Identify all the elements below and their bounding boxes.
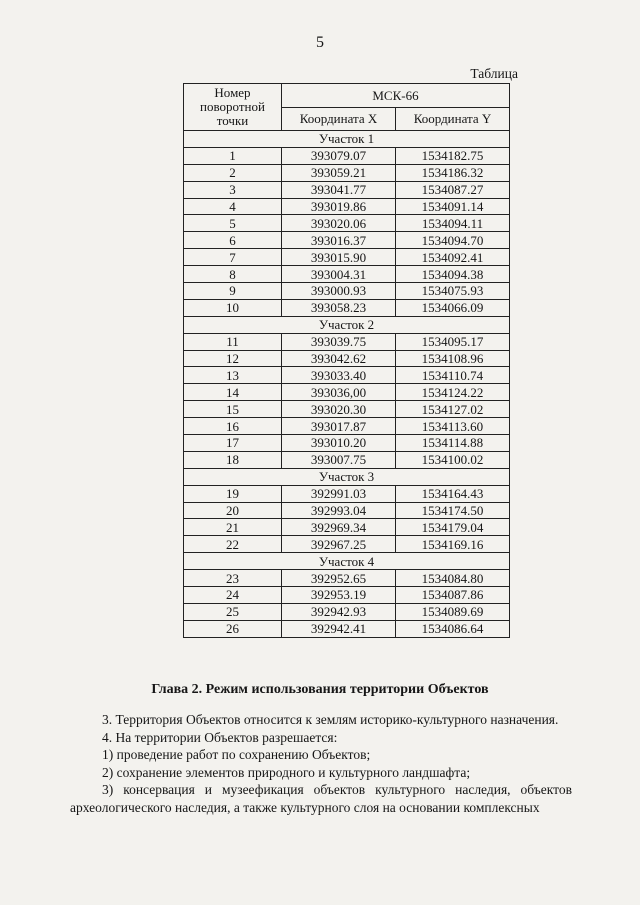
point-number-cell: 8: [184, 266, 282, 283]
table-row: [184, 536, 510, 553]
coordinate-y-cell: 1534094.70: [396, 232, 510, 249]
coordinate-x-cell: 393007.75: [282, 451, 396, 468]
point-number-cell: 3: [184, 181, 282, 198]
coordinate-x-cell: 392953.19: [282, 587, 396, 604]
point-number-cell: 13: [184, 367, 282, 384]
coordinate-y-cell: 1534084.80: [396, 570, 510, 587]
coordinate-y-cell: 1534086.64: [396, 620, 510, 637]
point-number-cell: 5: [184, 215, 282, 232]
coordinate-x-cell: 393015.90: [282, 249, 396, 266]
coordinate-y-cell: 1534094.11: [396, 215, 510, 232]
coordinate-x-cell: 392993.04: [282, 502, 396, 519]
table-row: [184, 181, 510, 198]
coordinate-y-cell: 1534100.02: [396, 451, 510, 468]
group-row: [184, 131, 510, 148]
table-row: [184, 435, 510, 452]
table-row: [184, 198, 510, 215]
group-row: [184, 468, 510, 485]
table-row: [184, 232, 510, 249]
coordinate-x-cell: 393004.31: [282, 266, 396, 283]
coordinate-y-cell: 1534169.16: [396, 536, 510, 553]
group-title: Участок 4: [184, 553, 510, 570]
paragraph: 3) консервация и музеефикация объектов культурного наследия, объектов археологического наследия, а также культурного слоя на основании комплексных: [70, 782, 572, 815]
table-row: [184, 451, 510, 468]
table-row: [184, 401, 510, 418]
coordinate-x-cell: 392952.65: [282, 570, 396, 587]
table-row: [184, 147, 510, 164]
table-row: [184, 485, 510, 502]
point-number-cell: 12: [184, 350, 282, 367]
point-number-cell: 23: [184, 570, 282, 587]
coordinate-y-cell: 1534087.27: [396, 181, 510, 198]
table-row: [184, 333, 510, 350]
point-number-cell: 9: [184, 283, 282, 300]
table-row: [184, 367, 510, 384]
point-number-cell: 7: [184, 249, 282, 266]
coordinate-y-cell: 1534113.60: [396, 418, 510, 435]
paragraph: 2) сохранение элементов природного и культурного ландшафта;: [102, 764, 471, 780]
point-number-cell: 20: [184, 502, 282, 519]
coordinate-x-cell: 393039.75: [282, 333, 396, 350]
coordinate-y-cell: 1534091.14: [396, 198, 510, 215]
group-row: [184, 553, 510, 570]
coordinate-x-cell: 393042.62: [282, 350, 396, 367]
coordinate-y-cell: 1534124.22: [396, 384, 510, 401]
coordinate-y-cell: 1534182.75: [396, 147, 510, 164]
coordinate-x-cell: 393020.30: [282, 401, 396, 418]
group-title: Участок 1: [184, 131, 510, 148]
point-number-cell: 16: [184, 418, 282, 435]
table-row: [184, 570, 510, 587]
coordinate-x-cell: 392942.41: [282, 620, 396, 637]
coordinate-y-cell: 1534092.41: [396, 249, 510, 266]
coordinate-y-cell: 1534095.17: [396, 333, 510, 350]
coordinate-x-cell: 393017.87: [282, 418, 396, 435]
point-number-cell: 2: [184, 164, 282, 181]
coordinate-x-cell: 393041.77: [282, 181, 396, 198]
coordinate-y-cell: 1534108.96: [396, 350, 510, 367]
coordinate-x-cell: 393059.21: [282, 164, 396, 181]
chapter-title: Глава 2. Режим использования территории Объектов: [151, 682, 489, 697]
coordinate-x-cell: 393016.37: [282, 232, 396, 249]
coordinate-x-cell: 392991.03: [282, 485, 396, 502]
coordinate-x-cell: 393019.86: [282, 198, 396, 215]
point-number-cell: 19: [184, 485, 282, 502]
point-number-cell: 6: [184, 232, 282, 249]
point-number-cell: 10: [184, 299, 282, 316]
paragraph: 4. На территории Объектов разрешается:: [102, 729, 338, 745]
point-number-cell: 1: [184, 147, 282, 164]
coordinate-x-cell: 393058.23: [282, 299, 396, 316]
coordinate-y-cell: 1534186.32: [396, 164, 510, 181]
point-number-cell: 24: [184, 587, 282, 604]
point-number-cell: 21: [184, 519, 282, 536]
point-number-cell: 25: [184, 603, 282, 620]
table-caption: Таблица: [470, 66, 518, 81]
header-coordinate-system: МСК-66: [282, 84, 510, 108]
coordinate-x-cell: 393000.93: [282, 283, 396, 300]
coordinate-x-cell: 393033.40: [282, 367, 396, 384]
point-number-cell: 26: [184, 620, 282, 637]
table-row: [184, 299, 510, 316]
point-number-cell: 18: [184, 451, 282, 468]
table-row: [184, 384, 510, 401]
coordinate-x-cell: 393079.07: [282, 147, 396, 164]
point-number-cell: 14: [184, 384, 282, 401]
table-row: [184, 502, 510, 519]
page-number: 5: [316, 34, 324, 51]
coordinate-x-cell: 392967.25: [282, 536, 396, 553]
header-point-number: Номер поворотной точки: [184, 84, 282, 131]
paragraph: 1) проведение работ по сохранению Объектов;: [102, 747, 371, 762]
point-number-cell: 15: [184, 401, 282, 418]
table-row: [184, 283, 510, 300]
table-row: [184, 215, 510, 232]
coordinate-y-cell: 1534174.50: [396, 502, 510, 519]
coordinate-x-cell: 393036,00: [282, 384, 396, 401]
coordinate-y-cell: 1534114.88: [396, 435, 510, 452]
header-coordinate-x: Координата X: [282, 107, 396, 131]
coordinate-y-cell: 1534066.09: [396, 299, 510, 316]
coordinate-x-cell: 393020.06: [282, 215, 396, 232]
table-row: [184, 620, 510, 637]
group-row: [184, 316, 510, 333]
coordinate-x-cell: 393010.20: [282, 435, 396, 452]
coordinate-y-cell: 1534087.86: [396, 587, 510, 604]
table-row: [184, 249, 510, 266]
body-text: [70, 711, 572, 816]
point-number-cell: 17: [184, 435, 282, 452]
coordinate-y-cell: 1534094.38: [396, 266, 510, 283]
group-title: Участок 3: [184, 468, 510, 485]
point-number-cell: 11: [184, 333, 282, 350]
group-title: Участок 2: [184, 316, 510, 333]
table-row: [184, 603, 510, 620]
table-row: [184, 418, 510, 435]
point-number-cell: 22: [184, 536, 282, 553]
table-row: [184, 164, 510, 181]
paragraph: 3. Территория Объектов относится к землям историко-культурного назначения.: [102, 712, 559, 727]
coordinates-table: [183, 83, 510, 638]
header-coordinate-y: Координата Y: [396, 107, 510, 131]
table-row: [184, 266, 510, 283]
coordinate-y-cell: 1534164.43: [396, 485, 510, 502]
coordinate-y-cell: 1534110.74: [396, 367, 510, 384]
table-body: [184, 131, 510, 638]
coordinate-y-cell: 1534127.02: [396, 401, 510, 418]
coordinate-y-cell: 1534089.69: [396, 603, 510, 620]
point-number-cell: 4: [184, 198, 282, 215]
table-row: [184, 587, 510, 604]
table-row: [184, 519, 510, 536]
coordinate-x-cell: 392969.34: [282, 519, 396, 536]
table-row: [184, 350, 510, 367]
coordinate-y-cell: 1534075.93: [396, 283, 510, 300]
coordinate-y-cell: 1534179.04: [396, 519, 510, 536]
coordinate-x-cell: 392942.93: [282, 603, 396, 620]
